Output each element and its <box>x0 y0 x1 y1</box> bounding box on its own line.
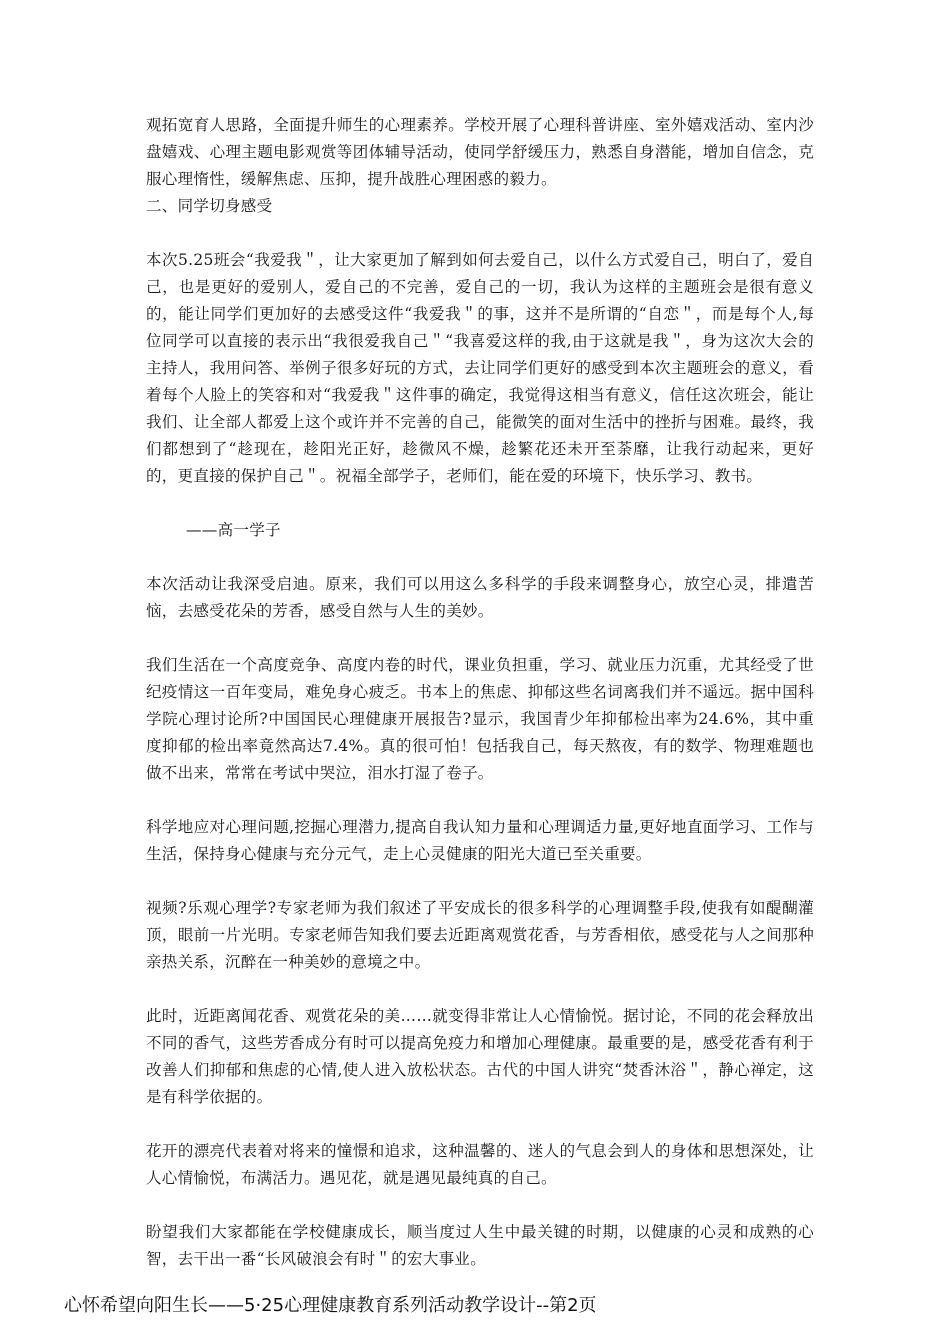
page-footer: 心怀希望向阳生长——5·25心理健康教育系列活动教学设计--第2页 <box>64 1295 597 1316</box>
spacer <box>146 490 814 517</box>
paragraph-inspiration: 本次活动让我深受启迪。原来，我们可以用这么多科学的手段来调整身心，放空心灵，排遣苦恼，去感受花朵的芳香，感受自然与人生的美妙。 <box>146 575 814 620</box>
paragraph-pressure: 我们生活在一个高度竞争、高度内卷的时代，课业负担重，学习、就业压力沉重，尤其经受了世纪疫情这一百年变局，难免身心疲乏。书本上的焦虑、抑郁这些名词离我们并不遥远。据中国科学院心理讨论所?中国国民心理健康开展报告?显示，我国青少年抑郁检出率为24.6%，其中重度抑郁的检出率竟然高达7.4%。真的很可怕！包括我自己，每天熬夜，有的数学、物理难题也做不出来，常常在考试中哭泣，泪水打湿了卷子。 <box>146 656 814 782</box>
spacer <box>146 625 814 652</box>
spacer <box>146 976 814 1003</box>
paragraph-intro: 观拓宽育人思路，全面提升师生的心理素养。学校开展了心理科普讲座、室外嬉戏活动、室内沙盘嬉戏、心理主题电影观赏等团体辅导活动，使同学舒缓压力，熟悉自身潜能，增加自信念，克服心理惰性，缓解焦虑、压抑，提升战胜心理困惑的毅力。 <box>146 116 814 188</box>
spacer <box>146 787 814 814</box>
document-body <box>146 112 814 1273</box>
paragraph-hope: 盼望我们大家都能在学校健康成长，顺当度过人生中最关键的时期，以健康的心灵和成熟的心智，去干出一番“长风破浪会有时＂的宏大事业。 <box>146 1223 814 1268</box>
paragraph-video: 视频?乐观心理学?专家老师为我们叙述了平安成长的很多科学的心理调整手段,使我有如醍醐灌顶，眼前一片光明。专家老师告知我们要去近距离观赏花香，与芳香相依，感受花与人之间那种亲热关系，沉醉在一种美妙的意境之中。 <box>146 899 814 971</box>
author-signature: ——高一学子 <box>186 521 281 539</box>
spacer <box>146 1192 814 1219</box>
paragraph-flowers: 此时，近距离闻花香、观赏花朵的美……就变得非常让人心情愉悦。据讨论，不同的花会释放出不同的香气，这些芳香成分有时可以提高免疫力和增加心理健康。最重要的是，感受花香有利于改善人们抑郁和焦虑的心情,使人进入放松状态。古代的中国人讲究“焚香沐浴＂，静心禅定，这是有科学依据的。 <box>146 1007 814 1106</box>
paragraph-science: 科学地应对心理问题,挖掘心理潜力,提高自我认知力量和心理调适力量,更好地直面学习、工作与生活，保持身心健康与充分元气，走上心灵健康的阳光大道已至关重要。 <box>146 818 814 863</box>
spacer <box>146 868 814 895</box>
paragraph-class-meeting: 本次5.25班会“我爱我＂，让大家更加了解到如何去爱自己，以什么方式爱自己，明白了，爱自己，也是更好的爱别人，爱自己的不完善，爱自己的一切，我认为这样的主题班会是很有意义的，能让同学们更加好的去感受这件“我爱我＂的事，这并不是所谓的“自恋＂，而是每个人,每位同学可以直接的表示出“我很爱我自己＂“我喜爱这样的我,由于这就是我＂，身为这次大会的主持人，我用问答、举例子很多好玩的方式，去让同学们更好的感受到本次主题班会的意义，看着每个人脸上的笑容和对“我爱我＂这件事的确定，我觉得这相当有意义，信任这次班会，能让我们、让全部人都爱上这个或许并不完善的自己，能微笑的面对生活中的挫折与困难。最终，我们都想到了“趁现在，趁阳光正好，趁微风不燥，趁繁花还未开至荼靡，让我行动起来，更好的，更直接的保护自己＂。祝福全部学子，老师们，能在爱的环境下，快乐学习、教书。 <box>146 251 814 485</box>
spacer <box>146 544 814 571</box>
section-heading: 二、同学切身感受 <box>146 197 273 215</box>
paragraph-blossom: 花开的漂亮代表着对将来的憧憬和追求，这种温馨的、迷人的气息会到人的身体和思想深处，让人心情愉悦，布满活力。遇见花，就是遇见最纯真的自己。 <box>146 1142 814 1187</box>
spacer <box>146 220 814 247</box>
spacer <box>146 1111 814 1138</box>
